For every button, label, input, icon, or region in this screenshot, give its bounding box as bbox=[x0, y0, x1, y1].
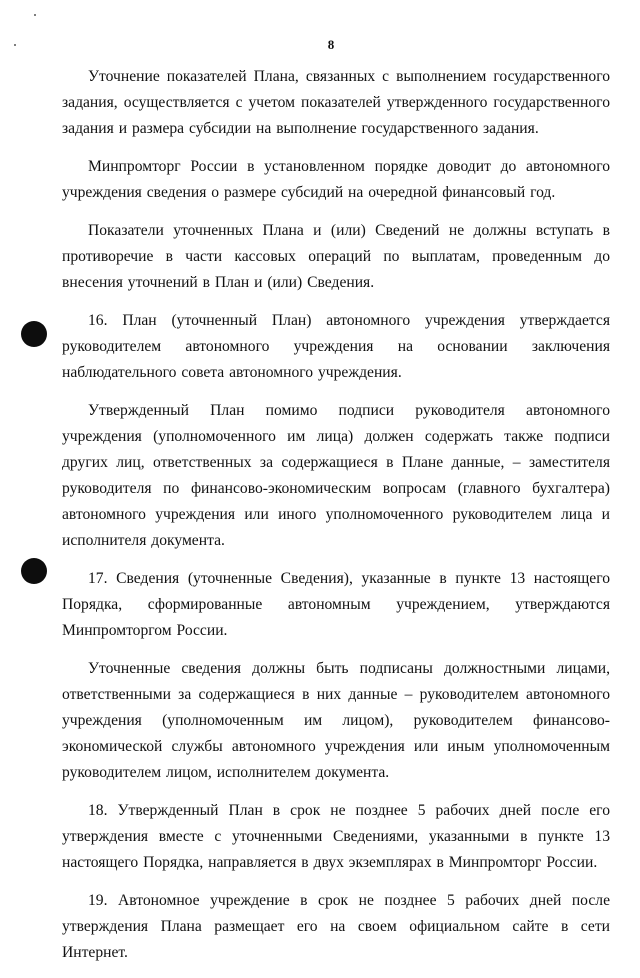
binder-punch-hole-upper bbox=[21, 321, 47, 347]
scan-speck bbox=[34, 14, 36, 16]
document-body bbox=[62, 64, 610, 978]
paragraph-plan-indicators-clarification: Уточнение показателей Плана, связанных с выполнением государственного задания, осуществляется с учетом показателей утвержденного государственного задания и размера субсидии на выполнение государственного задания. bbox=[62, 68, 610, 137]
paragraph-item-17: 17. Сведения (уточненные Сведения), указанные в пункте 13 настоящего Порядка, сформированные автономным учреждением, утверждаются Минпромторгом России. bbox=[62, 570, 610, 639]
paragraph-item-19: 19. Автономное учреждение в срок не позднее 5 рабочих дней после утверждения Плана размещает его на своем официальном сайте в сети Интернет. bbox=[62, 892, 610, 961]
paragraph-no-contradiction: Показатели уточненных Плана и (или) Сведений не должны вступать в противоречие в части кассовых операций по выплатам, проведенным до внесения уточнений в План и (или) Сведения. bbox=[62, 222, 610, 291]
paragraph-item-18: 18. Утвержденный План в срок не позднее 5 рабочих дней после его утверждения вместе с уточненными Сведениями, указанными в пункте 13 настоящего Порядка, направляется в двух экземплярах в Минпромторг России. bbox=[62, 802, 610, 871]
paragraph-info-signatures: Уточненные сведения должны быть подписаны должностными лицами, ответственными за содержащиеся в них данные – руководителем автономного учреждения (уполномоченным им лицом), руководителем финансово-экономической службы автономного учреждения или иным уполномоченным руководителем лицом, исполнителем документа. bbox=[62, 660, 610, 781]
paragraph-subsidy-notice: Минпромторг России в установленном порядке доводит до автономного учреждения сведения о размере субсидий на очередной финансовый год. bbox=[62, 158, 610, 201]
binder-punch-hole-lower bbox=[21, 558, 47, 584]
paragraph-item-16: 16. План (уточненный План) автономного учреждения утверждается руководителем автономного учреждения на основании заключения наблюдательного совета автономного учреждения. bbox=[62, 312, 610, 381]
paragraph-plan-signatures: Утвержденный План помимо подписи руководителя автономного учреждения (уполномоченного им лица) должен содержать также подписи других лиц, ответственных за содержащиеся в Плане данные, – заместителя руководителя по финансово-экономическим вопросам (главного бухгалтера) автономного учреждения или иного уполномоченного руководителем лица и исполнителя документа. bbox=[62, 402, 610, 549]
page-number: 8 bbox=[327, 37, 335, 52]
